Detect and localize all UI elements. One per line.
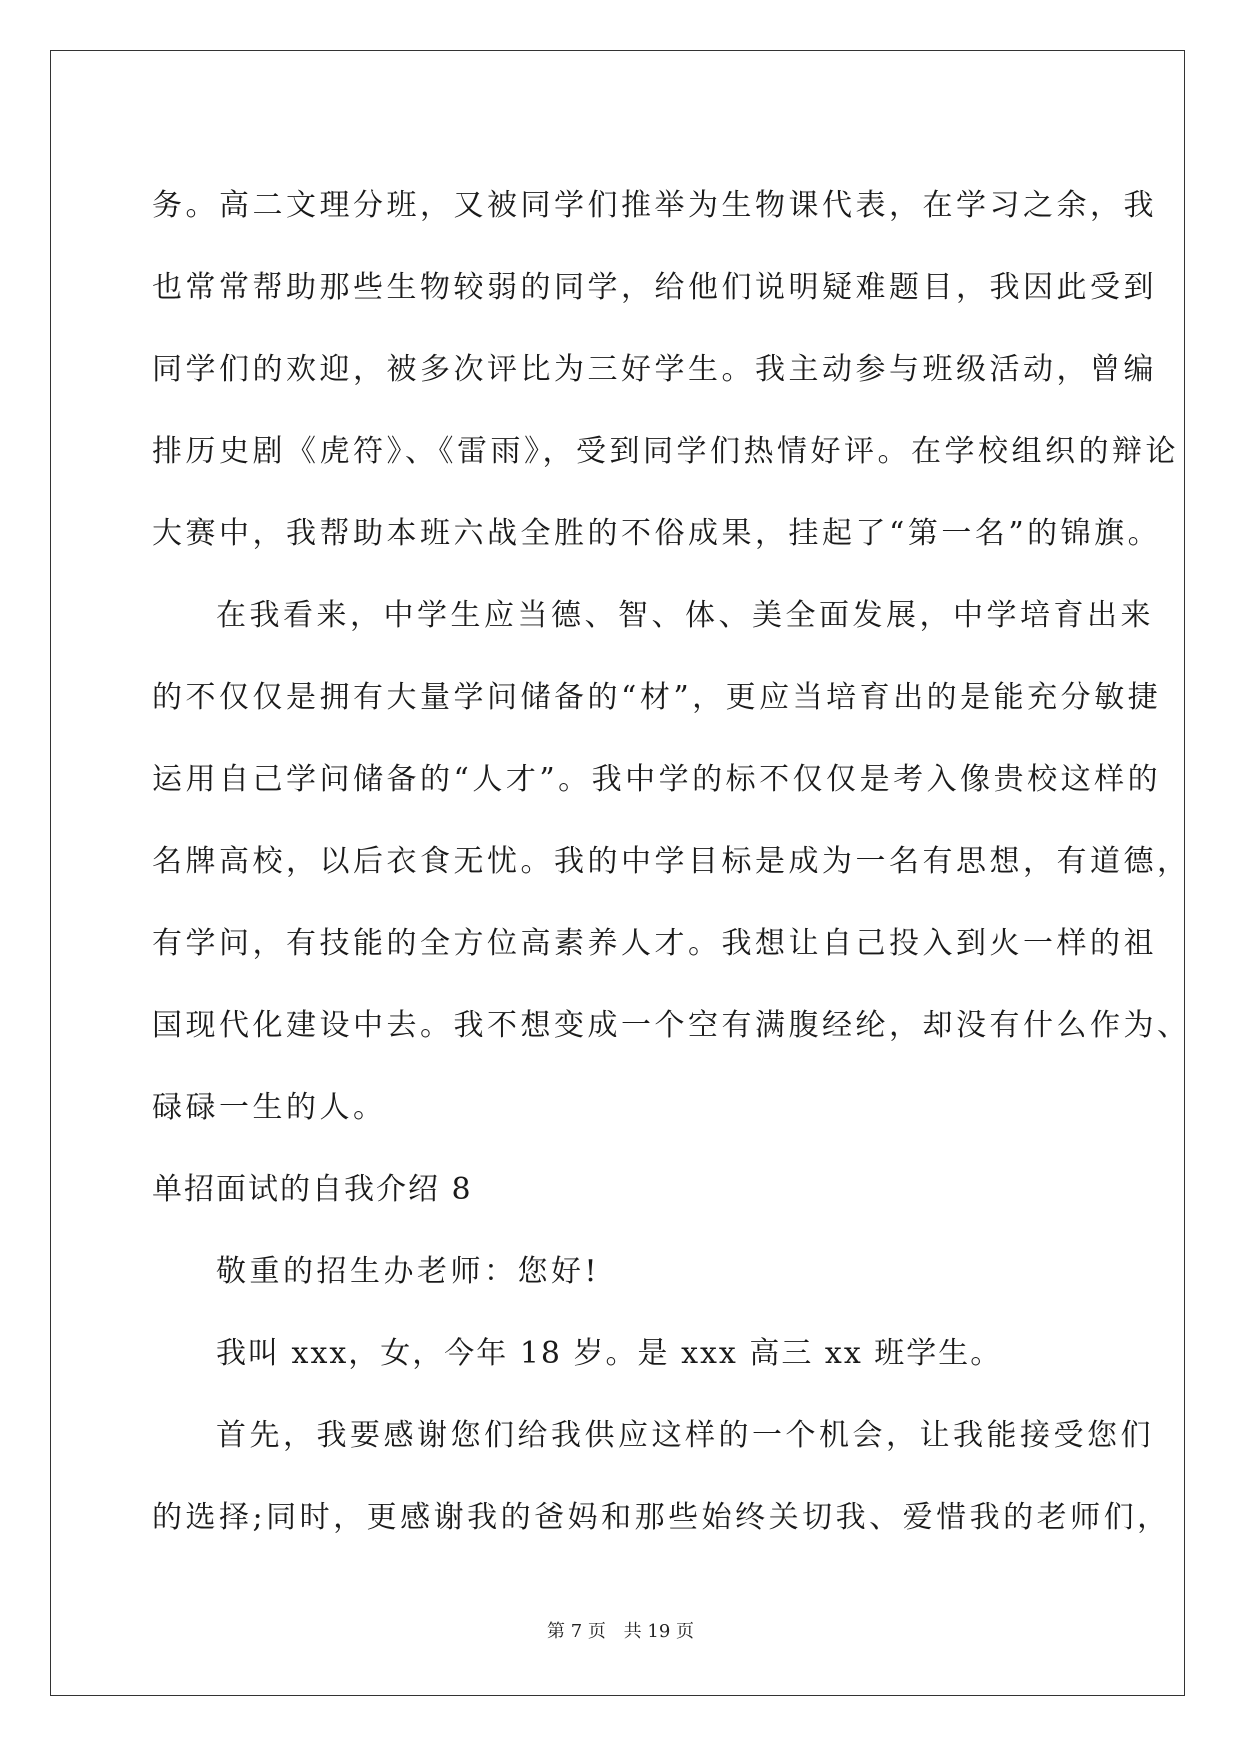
paragraph-line: 碌碌一生的人。: [152, 1090, 387, 1125]
self-intro: 我叫 xxx，女，今年 18 岁。是 xxx 高三 xx 班学生。: [216, 1336, 1003, 1371]
paragraph-line: 大赛中，我帮助本班六战全胜的不俗成果，挂起了“第一名”的锦旗。: [152, 516, 1162, 551]
paragraph-line: 务。高二文理分班，又被同学们推举为生物课代表，在学习之余，我: [152, 188, 1157, 223]
paragraph-line: 的不仅仅是拥有大量学问储备的“材”，更应当培育出的是能充分敏捷: [152, 680, 1162, 715]
paragraph-line: 的选择;同时，更感谢我的爸妈和那些始终关切我、爱惜我的老师们，: [152, 1500, 1171, 1535]
paragraph-line: 也常常帮助那些生物较弱的同学，给他们说明疑难题目，我因此受到: [152, 270, 1157, 305]
greeting: 敬重的招生办老师：您好!: [216, 1254, 601, 1289]
paragraph-line: 有学问，有技能的全方位高素养人才。我想让自己投入到火一样的祖: [152, 926, 1157, 961]
page-total: 共 19 页: [623, 1621, 694, 1642]
paragraph-line: 排历史剧《虎符》、《雷雨》，受到同学们热情好评。在学校组织的辩论: [152, 434, 1179, 469]
paragraph-line: 运用自己学问储备的“人才”。我中学的标不仅仅是考入像贵校这样的: [152, 762, 1162, 797]
section-title: 单招面试的自我介绍 8: [152, 1172, 473, 1207]
paragraph-line: 国现代化建设中去。我不想变成一个空有满腹经纶，却没有什么作为、: [152, 1008, 1191, 1043]
page-footer: [0, 1617, 1241, 1643]
page-number: 第 7 页: [547, 1621, 606, 1642]
document-body: [152, 165, 1191, 1559]
paragraph-line: 在我看来，中学生应当德、智、体、美全面发展，中学培育出来: [216, 598, 1154, 633]
paragraph-line: 同学们的欢迎，被多次评比为三好学生。我主动参与班级活动，曾编: [152, 352, 1157, 387]
paragraph-line: 首先，我要感谢您们给我供应这样的一个机会，让我能接受您们: [216, 1418, 1154, 1453]
paragraph-line: 名牌高校，以后衣食无忧。我的中学目标是成为一名有思想，有道德，: [152, 844, 1191, 879]
